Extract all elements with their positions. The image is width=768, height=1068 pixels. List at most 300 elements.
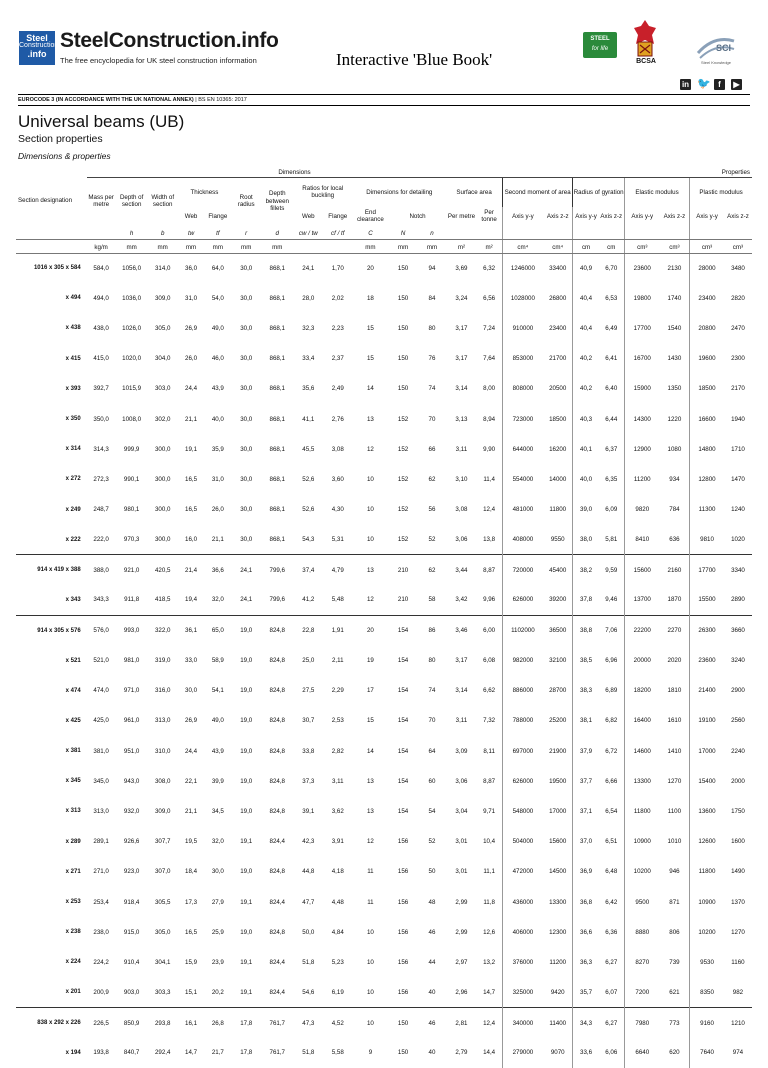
value-cell: 84: [428, 294, 436, 302]
unit-cell: cm⁴: [502, 239, 543, 253]
col-elastic: Elastic modulus: [624, 177, 689, 207]
value-cell: 26,9: [185, 717, 198, 725]
value-cell: 11,8: [483, 898, 495, 906]
bcsa-label: BCSA: [636, 58, 656, 65]
value-cell: 38,1: [573, 706, 599, 736]
twitter-icon[interactable]: 🐦: [697, 78, 711, 90]
table-row[interactable]: [16, 344, 752, 374]
col-i-zz: Axis z-z: [546, 212, 569, 220]
value-cell: 12600: [690, 827, 724, 857]
symbol-cell: r: [231, 225, 261, 239]
value-cell: 43,9: [211, 747, 224, 755]
value-cell: 156: [397, 868, 409, 876]
value-cell: 868,1: [269, 355, 285, 363]
value-cell: 30,0: [185, 687, 198, 695]
section-designation-cell: x 494: [65, 295, 81, 302]
value-cell: 70: [428, 415, 436, 423]
value-cell: 910,4: [123, 958, 140, 966]
value-cell: 40,3: [573, 404, 599, 434]
col-per-metre: Per metre: [447, 212, 476, 220]
value-cell: 2560: [731, 717, 745, 725]
value-cell: 39,9: [211, 777, 224, 785]
value-cell: 8880: [624, 917, 659, 947]
value-cell: 3,17: [455, 324, 468, 332]
value-cell: 45400: [543, 555, 573, 585]
value-cell: 152: [397, 415, 409, 423]
value-cell: 37,1: [573, 796, 599, 826]
value-cell: 313,0: [154, 717, 171, 725]
value-cell: 350,0: [93, 415, 109, 423]
value-cell: 584,0: [93, 264, 109, 272]
section-properties-table: [16, 168, 752, 1068]
value-cell: 886000: [502, 676, 543, 706]
group-dimensions: Dimensions: [87, 168, 503, 177]
value-cell: 52: [428, 838, 436, 846]
value-cell: 9,96: [483, 596, 496, 604]
section-designation-cell: x 345: [65, 778, 81, 785]
value-cell: 388,0: [87, 555, 116, 585]
value-cell: 14600: [624, 736, 659, 766]
value-cell: 11,1: [483, 868, 495, 876]
value-cell: 3,11: [455, 445, 468, 453]
table-row[interactable]: [16, 827, 752, 857]
section-designation-cell: x 438: [65, 325, 81, 332]
section-designation-cell: x 393: [65, 385, 81, 392]
value-cell: 521,0: [93, 657, 109, 665]
section-designation-cell: x 474: [65, 687, 81, 694]
section-designation-cell: x 249: [65, 506, 81, 513]
value-cell: 993,0: [116, 615, 148, 645]
value-cell: 911,8: [124, 596, 140, 604]
value-cell: 6,70: [605, 264, 618, 272]
value-cell: 621: [669, 988, 680, 996]
col-w-el-yy: Axis y-y: [624, 207, 659, 225]
symbol-cell: tf: [204, 225, 231, 239]
value-cell: 408000: [502, 525, 543, 555]
value-cell: 30,0: [240, 355, 253, 363]
value-cell: 310,0: [154, 747, 171, 755]
value-cell: 472000: [502, 857, 543, 887]
value-cell: 868,1: [269, 536, 285, 544]
value-cell: 19,0: [240, 657, 253, 665]
value-cell: 11800: [549, 506, 567, 514]
value-cell: 6,48: [605, 868, 618, 876]
value-cell: 156: [397, 958, 409, 966]
symbol-cell: [573, 225, 599, 239]
value-cell: 3660: [724, 615, 752, 645]
value-cell: 16600: [690, 404, 724, 434]
group-header-row: [16, 168, 752, 177]
value-cell: 15: [366, 324, 374, 332]
value-cell: 60: [428, 777, 436, 785]
col-thickness: Thickness: [190, 188, 219, 196]
value-cell: 210: [397, 596, 409, 604]
value-cell: 644000: [502, 434, 543, 464]
value-cell: 824,8: [269, 928, 285, 936]
col-gyration: Radius of gyration: [573, 188, 624, 196]
value-cell: 19,0: [240, 687, 253, 695]
value-cell: 152: [397, 536, 409, 544]
value-cell: 33,8: [302, 747, 315, 755]
table-row[interactable]: [16, 434, 752, 464]
value-cell: 8,94: [483, 415, 496, 423]
symbol-cell: h: [116, 225, 148, 239]
value-cell: 28700: [549, 687, 567, 695]
value-cell: 871: [669, 898, 680, 906]
value-cell: 2,96: [455, 988, 468, 996]
value-cell: 21,4: [178, 555, 205, 585]
value-cell: 4,18: [331, 868, 344, 876]
value-cell: 12,4: [483, 506, 496, 514]
value-cell: 54,3: [302, 536, 315, 544]
value-cell: 154: [397, 657, 409, 665]
value-cell: 3,69: [455, 264, 468, 272]
unit-cell: mm: [204, 239, 231, 253]
value-cell: 44: [428, 958, 436, 966]
value-cell: 436000: [502, 887, 543, 917]
value-cell: 253,4: [93, 898, 109, 906]
value-cell: 314,0: [154, 264, 171, 272]
unit-cell: [16, 239, 87, 253]
unit-cell: mm: [352, 239, 388, 253]
symbol-cell: cf / tf: [323, 225, 352, 239]
col-ratio-flange: Flange: [328, 212, 348, 220]
value-cell: 313,0: [93, 807, 109, 815]
value-cell: 14,4: [483, 1049, 496, 1057]
unit-cell: [293, 239, 323, 253]
value-cell: 2890: [731, 596, 745, 604]
table-row[interactable]: [16, 313, 752, 343]
section-designation-cell: x 415: [65, 355, 81, 362]
value-cell: 35,6: [302, 385, 315, 393]
section-designation-cell: x 271: [65, 868, 81, 875]
facebook-icon[interactable]: f: [714, 79, 725, 90]
value-cell: 3,14: [455, 687, 468, 695]
value-cell: 10: [366, 475, 374, 483]
value-cell: 8,87: [483, 777, 496, 785]
value-cell: 13: [366, 415, 374, 423]
value-cell: 19,1: [240, 958, 253, 966]
value-cell: 11200: [549, 958, 567, 966]
value-cell: 3,17: [455, 657, 468, 665]
value-cell: 3,14: [455, 385, 468, 393]
table-row[interactable]: [16, 615, 752, 645]
col-w-pl-zz: Axis z-z: [727, 212, 749, 220]
value-cell: 38,0: [573, 525, 599, 555]
symbol-cell: n: [418, 225, 447, 239]
value-cell: 345,0: [93, 777, 109, 785]
unit-cell: cm³: [690, 239, 724, 253]
value-cell: 14500: [549, 868, 567, 876]
value-cell: 6,56: [483, 294, 496, 302]
value-cell: 150: [397, 324, 409, 332]
header-row-1: [16, 177, 752, 207]
value-cell: 2,02: [331, 294, 344, 302]
value-cell: 5,48: [331, 596, 344, 604]
value-cell: 12,4: [476, 1008, 502, 1038]
value-cell: 739: [669, 958, 680, 966]
value-cell: 39200: [549, 596, 567, 604]
value-cell: 7,32: [483, 717, 496, 725]
value-cell: 824,4: [269, 898, 285, 906]
value-cell: 30,0: [240, 415, 253, 423]
value-cell: 425,0: [93, 717, 109, 725]
table-row[interactable]: [16, 676, 752, 706]
value-cell: 1940: [731, 415, 745, 423]
table-row[interactable]: [16, 857, 752, 887]
unit-cell: mm: [178, 239, 205, 253]
value-cell: 38,5: [573, 645, 599, 675]
col-i-yy: Axis y-y: [502, 207, 543, 225]
value-cell: 19,1: [240, 898, 253, 906]
value-cell: 25,9: [211, 928, 224, 936]
value-cell: 4,79: [323, 555, 352, 585]
value-cell: 193,8: [93, 1049, 109, 1057]
value-cell: 6,49: [605, 324, 618, 332]
value-cell: 340000: [502, 1008, 543, 1038]
value-cell: 8,00: [483, 385, 496, 393]
value-cell: 27,5: [302, 687, 315, 695]
section-designation-cell: x 272: [65, 476, 81, 483]
value-cell: 9,90: [483, 445, 496, 453]
section-designation-cell: x 238: [65, 929, 81, 936]
value-cell: 24,1: [302, 264, 315, 272]
value-cell: 3,01: [455, 838, 468, 846]
col-w-el-zz: Axis z-z: [663, 212, 686, 220]
value-cell: 26,8: [204, 1008, 231, 1038]
value-cell: 23600: [624, 253, 659, 283]
value-cell: 28000: [690, 253, 724, 283]
value-cell: 38,3: [573, 676, 599, 706]
section-designation-cell: x 425: [65, 717, 81, 724]
value-cell: 2,99: [455, 898, 468, 906]
value-cell: 30,0: [240, 324, 253, 332]
value-cell: 720000: [502, 555, 543, 585]
value-cell: 6,06: [605, 1049, 618, 1057]
table-row[interactable]: [16, 283, 752, 313]
value-cell: 21,1: [185, 807, 198, 815]
table-row[interactable]: [16, 796, 752, 826]
section-designation-cell: 914 x 419 x 388: [16, 555, 87, 585]
value-cell: 30,0: [211, 868, 224, 876]
table-row[interactable]: [16, 766, 752, 796]
value-cell: 70: [428, 717, 436, 725]
value-cell: 990,1: [123, 475, 140, 483]
value-cell: 150: [397, 264, 409, 272]
value-cell: 824,8: [269, 687, 285, 695]
value-cell: 20: [352, 615, 388, 645]
value-cell: 11800: [690, 857, 724, 887]
value-cell: 970,3: [123, 536, 140, 544]
value-cell: 16,1: [178, 1008, 205, 1038]
table-row[interactable]: [16, 404, 752, 434]
value-cell: 32,0: [211, 838, 224, 846]
value-cell: 16400: [624, 706, 659, 736]
value-cell: 17,8: [231, 1008, 261, 1038]
table-row[interactable]: [16, 555, 752, 585]
value-cell: 9,46: [605, 596, 618, 604]
unit-cell: mm: [148, 239, 178, 253]
value-cell: 1710: [731, 445, 745, 453]
steel-for-life-logo[interactable]: [583, 32, 617, 58]
sci-logo-icon[interactable]: [694, 33, 738, 63]
page-title: Universal beams (UB): [18, 112, 185, 131]
value-cell: 3,10: [455, 475, 468, 483]
value-cell: 19,1: [240, 988, 253, 996]
symbol-cell: [660, 225, 690, 239]
value-cell: 415,0: [93, 355, 109, 363]
value-cell: 64: [428, 747, 436, 755]
value-cell: 2,49: [331, 385, 344, 393]
symbol-cell: [599, 225, 625, 239]
table-row[interactable]: [16, 978, 752, 1008]
value-cell: 33,6: [573, 1038, 599, 1068]
table-row[interactable]: [16, 706, 752, 736]
value-cell: 40,2: [573, 344, 599, 374]
value-cell: 2900: [731, 687, 745, 695]
value-cell: 150: [397, 294, 409, 302]
value-cell: 17: [366, 687, 374, 695]
value-cell: 504000: [502, 827, 543, 857]
value-cell: 6,89: [605, 687, 618, 695]
value-cell: 14: [366, 385, 374, 393]
value-cell: 438,0: [93, 324, 109, 332]
value-cell: 37,3: [302, 777, 315, 785]
value-cell: 37,9: [573, 736, 599, 766]
value-cell: 5,23: [331, 958, 344, 966]
table-row[interactable]: [16, 917, 752, 947]
value-cell: 152: [397, 475, 409, 483]
value-cell: 15,1: [185, 988, 198, 996]
value-cell: 154: [389, 615, 418, 645]
col-mass: Mass per metre: [88, 193, 114, 209]
value-cell: 788000: [502, 706, 543, 736]
value-cell: 18500: [690, 374, 724, 404]
value-cell: 19,5: [185, 838, 198, 846]
value-cell: 19,0: [240, 868, 253, 876]
value-cell: 30,0: [240, 264, 253, 272]
value-cell: 824,4: [269, 958, 285, 966]
value-cell: 19,0: [240, 717, 253, 725]
value-cell: 381,0: [93, 747, 109, 755]
table-row[interactable]: [16, 374, 752, 404]
value-cell: 37,4: [293, 555, 323, 585]
value-cell: 19,0: [240, 777, 253, 785]
table-row[interactable]: [16, 585, 752, 615]
site-name[interactable]: SteelConstruction.info: [60, 29, 279, 52]
value-cell: 238,0: [93, 928, 109, 936]
table-row[interactable]: [16, 464, 752, 494]
col-notch: Notch: [409, 212, 426, 220]
value-cell: 6,08: [483, 657, 496, 665]
section-designation-cell: 914 x 305 x 576: [16, 615, 87, 645]
value-cell: 21900: [549, 747, 567, 755]
value-cell: 14000: [549, 475, 567, 483]
value-cell: 824,8: [269, 717, 285, 725]
value-cell: 34,3: [573, 1008, 599, 1038]
table-row[interactable]: [16, 887, 752, 917]
table-row[interactable]: [16, 947, 752, 977]
table-row[interactable]: [16, 1008, 752, 1038]
value-cell: 47,7: [302, 898, 315, 906]
value-cell: 868,1: [269, 415, 285, 423]
sci-label: Steel Knowledge: [700, 60, 732, 65]
symbol-cell: b: [148, 225, 178, 239]
table-row[interactable]: [16, 253, 752, 283]
value-cell: 1100: [667, 807, 682, 815]
value-cell: 868,1: [269, 475, 285, 483]
value-cell: 16,0: [185, 536, 198, 544]
value-cell: 10: [366, 988, 374, 996]
value-cell: 38,2: [573, 555, 599, 585]
section-designation-cell: x 194: [65, 1049, 81, 1056]
value-cell: 999,9: [123, 445, 140, 453]
value-cell: 806: [669, 928, 680, 936]
eurocode-label: EUROCODE 3 (IN ACCORDANCE WITH THE UK NATIONAL ANNEX): [18, 97, 194, 103]
table-row[interactable]: [16, 495, 752, 525]
value-cell: 8410: [624, 525, 659, 555]
value-cell: 10200: [624, 857, 659, 887]
value-cell: 319,0: [154, 657, 171, 665]
value-cell: 304,1: [154, 958, 171, 966]
value-cell: 36,1: [178, 615, 205, 645]
value-cell: 52,6: [302, 506, 315, 514]
value-cell: 305,0: [154, 324, 171, 332]
value-cell: 23,9: [211, 958, 224, 966]
table-row[interactable]: [16, 645, 752, 675]
table-row[interactable]: [16, 736, 752, 766]
value-cell: 50,0: [302, 928, 315, 936]
value-cell: 19100: [690, 706, 724, 736]
value-cell: 3,06: [455, 536, 468, 544]
linkedin-icon[interactable]: in: [681, 80, 690, 89]
site-tagline: The free encyclopedia for UK steel construction information: [60, 56, 257, 65]
steelconstruction-logo[interactable]: [19, 31, 59, 65]
value-cell: 6,44: [605, 415, 618, 423]
value-cell: 42,3: [302, 838, 315, 846]
value-cell: 10: [366, 506, 374, 514]
value-cell: 20: [366, 264, 374, 272]
col-w-pl-yy: Axis y-y: [690, 207, 724, 225]
col-r-yy: Axis y-y: [573, 207, 599, 225]
value-cell: 19,0: [240, 747, 253, 755]
value-cell: 49,0: [211, 717, 224, 725]
value-cell: 2270: [660, 615, 690, 645]
value-cell: 2,37: [331, 355, 344, 363]
value-cell: 41,1: [302, 415, 315, 423]
value-cell: 926,6: [123, 838, 140, 846]
value-cell: 6,36: [605, 928, 618, 936]
table-row[interactable]: [16, 525, 752, 555]
value-cell: 3240: [731, 657, 745, 665]
value-cell: 12300: [549, 928, 567, 936]
value-cell: 22200: [624, 615, 659, 645]
svg-text:SCI: SCI: [716, 43, 732, 53]
value-cell: 18,4: [185, 868, 198, 876]
table-row[interactable]: [16, 1038, 752, 1068]
value-cell: 3,46: [446, 615, 476, 645]
symbol-cell: [543, 225, 573, 239]
value-cell: 9,71: [483, 807, 496, 815]
value-cell: 10200: [690, 917, 724, 947]
col-web-thickness: Web: [184, 212, 198, 220]
youtube-icon[interactable]: ▶: [731, 79, 742, 90]
value-cell: 45,5: [302, 445, 315, 453]
value-cell: 921,0: [116, 555, 148, 585]
value-cell: 4,84: [331, 928, 344, 936]
value-cell: 824,4: [269, 838, 285, 846]
value-cell: 6,66: [605, 777, 618, 785]
